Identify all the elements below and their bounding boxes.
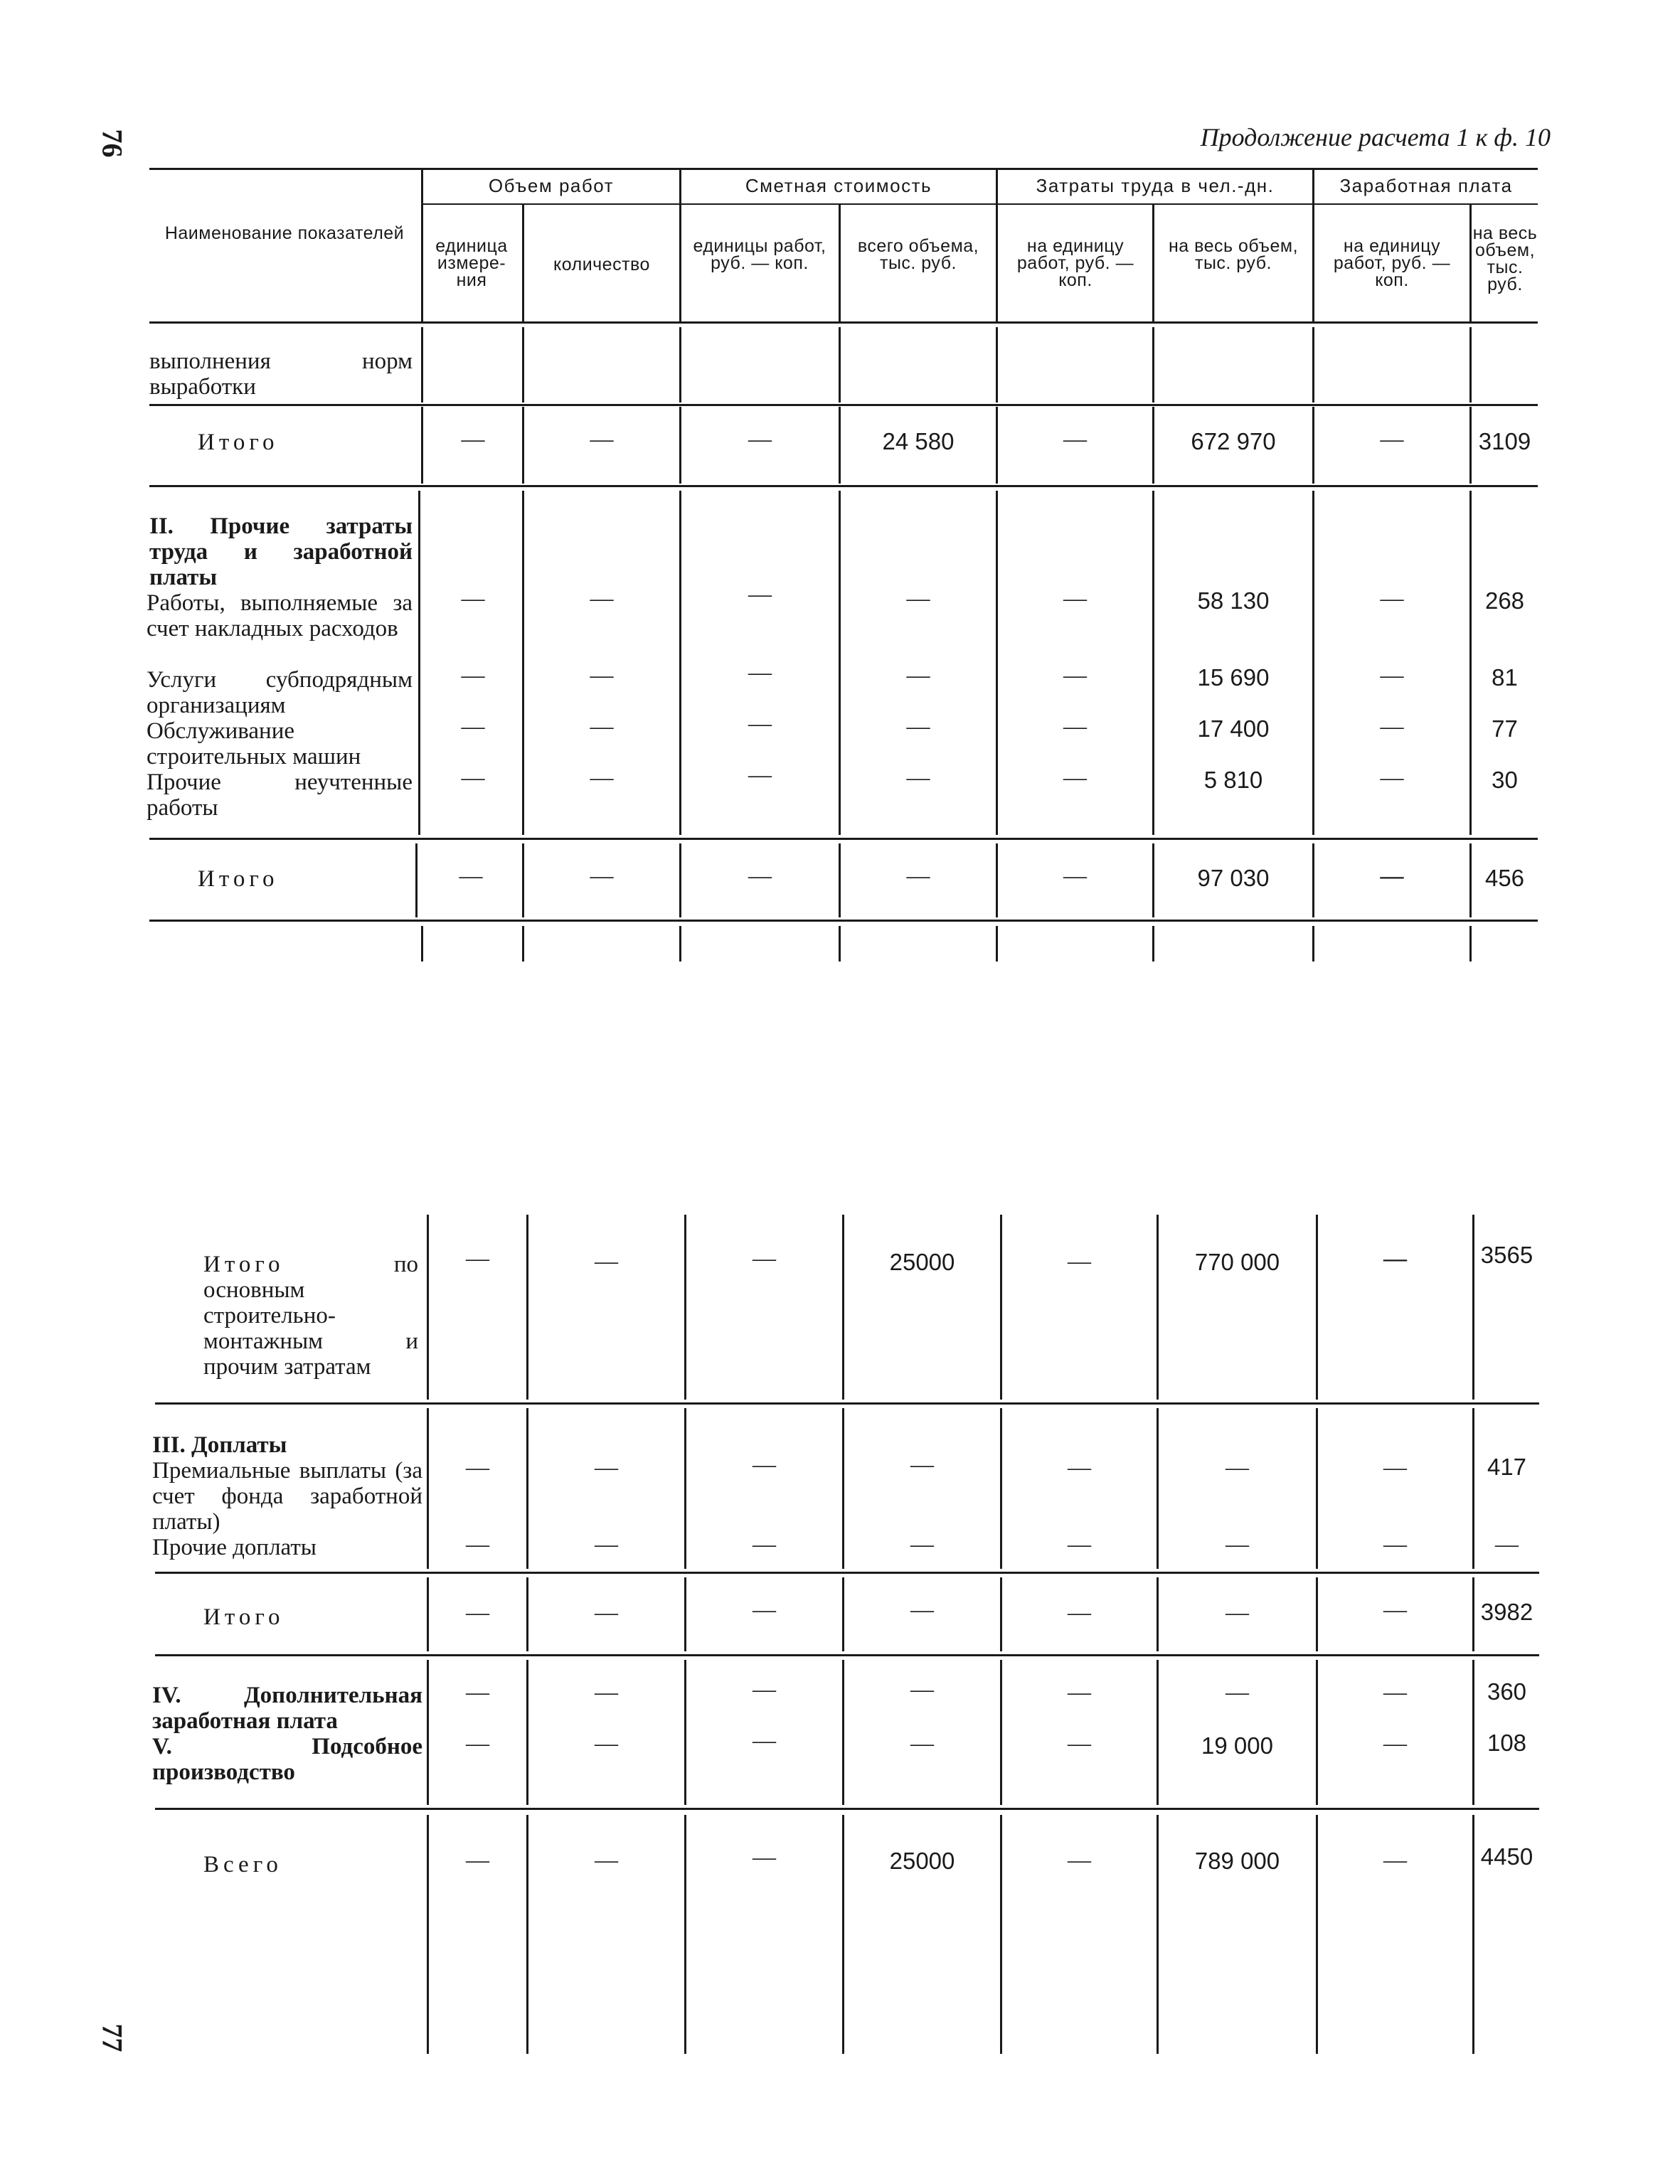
cell-dash: —: [906, 863, 930, 889]
row-name: Услуги субподрядным организациям: [147, 667, 413, 718]
cell-labor-total: 17 400: [1197, 715, 1270, 742]
cell-dash: —: [1383, 1731, 1407, 1757]
cell-dash: —: [461, 714, 485, 740]
row-total-name: [203, 1252, 418, 1380]
row-name: Обслуживание строительных машин: [147, 718, 361, 769]
cell-dash: —: [1380, 586, 1404, 612]
header-col-labor-total: на весь объем, тыс. руб.: [1168, 236, 1299, 273]
cell-dash: —: [748, 427, 772, 452]
cell-dash: —: [590, 765, 614, 791]
row-total-name: Итого: [203, 1604, 285, 1630]
cell-dash: —: [1383, 1532, 1407, 1557]
header-group-labor: Затраты труда в чел.-дн.: [1036, 175, 1275, 196]
section-title: IV. Дополнительная заработная плата: [152, 1683, 422, 1734]
cell-dash: —: [1068, 1680, 1091, 1705]
cell-dash: —: [1068, 1532, 1091, 1557]
row-name: выполнения норм выработки: [149, 348, 413, 400]
cell-dash: —: [906, 765, 930, 791]
header-col-cost-unit: единицы работ, руб. — коп.: [693, 236, 826, 273]
cell-dash: —: [753, 1677, 776, 1703]
cell-dash: —: [753, 1845, 776, 1870]
cell-wage-total: 81: [1492, 664, 1518, 691]
cell-labor-total: 19 000: [1201, 1732, 1273, 1759]
header-col-wage-total: на весь объем, тыс. руб.: [1472, 223, 1538, 294]
cell-dash: —: [595, 1532, 618, 1557]
cell-dash: —: [466, 1246, 489, 1272]
cell-cost-total: 25000: [889, 1848, 955, 1874]
cell-dash: —: [753, 1597, 776, 1623]
cell-dash: —: [590, 586, 614, 612]
section-title: III. Доплаты: [152, 1432, 287, 1458]
cell-dash: —: [1068, 1455, 1091, 1481]
cell-dash: —: [1063, 586, 1087, 612]
row-name: Работы, выполняемые за счет накладных расходов: [147, 590, 413, 641]
cell-dash: —: [595, 1680, 618, 1705]
cell-wage-total: 417: [1487, 1454, 1527, 1480]
cell-wage-total: 360: [1487, 1678, 1527, 1705]
cell-dash: —: [595, 1731, 618, 1757]
cell-wage-total: 4450: [1480, 1843, 1533, 1870]
cell-dash: —: [590, 663, 614, 688]
cell-dash: —: [590, 427, 614, 452]
cell-dash: —: [1383, 1848, 1407, 1873]
cell-dash: —: [910, 1452, 934, 1478]
cell-dash: —: [1226, 1532, 1249, 1557]
cell-dash: —: [1383, 1455, 1407, 1481]
header-group-cost: Сметная стоимость: [745, 175, 932, 196]
row-name: Прочие доплаты: [152, 1535, 317, 1560]
cell-dash: —: [1383, 1597, 1407, 1623]
cell-dash: —: [1383, 1680, 1407, 1705]
cell-dash: —: [910, 1597, 934, 1623]
cell-dash: —: [466, 1600, 489, 1626]
header-col-unit: единица измере- ния: [435, 236, 508, 290]
cell-dash: —: [1380, 714, 1404, 740]
cell-wage-total: 77: [1492, 715, 1518, 742]
cell-dash: —: [1380, 663, 1404, 688]
cell-dash: —: [910, 1731, 934, 1757]
header-col-wage-unit: на единицу работ, руб. — коп.: [1333, 236, 1451, 290]
cell-dash: —: [1063, 714, 1087, 740]
cell-cost-total: 25000: [889, 1249, 955, 1275]
cell-wage-total: 3109: [1478, 428, 1531, 454]
cell-dash: —: [1495, 1532, 1519, 1557]
cell-dash: —: [461, 765, 485, 791]
cell-dash: —: [1226, 1680, 1249, 1705]
cell-labor-total: 5 810: [1203, 767, 1263, 793]
row-name: Премиальные выплаты (за счет фонда заработной платы): [152, 1458, 422, 1535]
cell-dash: —: [590, 714, 614, 740]
cell-dash: —: [595, 1600, 618, 1626]
cell-dash: —: [910, 1532, 934, 1557]
cell-dash: —: [1068, 1249, 1091, 1274]
row-total-name: Всего: [203, 1852, 282, 1877]
cell-dash: —: [906, 586, 930, 612]
cell-labor-total: 770 000: [1194, 1249, 1280, 1275]
cell-labor-total: 15 690: [1197, 664, 1270, 691]
cell-wage-total: 30: [1492, 767, 1518, 793]
cell-dash: —: [748, 582, 772, 607]
cell-dash: —: [590, 863, 614, 889]
cell-dash: —: [906, 714, 930, 740]
cell-dash: —: [1383, 1246, 1407, 1272]
cell-dash: —: [595, 1249, 618, 1274]
cell-wage-total: 456: [1484, 865, 1525, 891]
cell-dash: —: [748, 863, 772, 889]
cell-dash: —: [461, 663, 485, 688]
cell-labor-total: 789 000: [1194, 1848, 1280, 1874]
section-title: V. Подсобное производство: [152, 1734, 422, 1785]
row-total-name: Итого: [198, 430, 279, 455]
cell-dash: —: [1380, 765, 1404, 791]
cell-dash: —: [753, 1452, 776, 1478]
cell-wage-total: 108: [1487, 1730, 1527, 1756]
cell-wage-total: 3565: [1480, 1242, 1533, 1268]
cell-dash: —: [1068, 1600, 1091, 1626]
total-label: Итого: [203, 1252, 285, 1277]
cell-dash: —: [595, 1455, 618, 1481]
cell-dash: —: [748, 660, 772, 686]
header-col-qty: количество: [553, 255, 650, 275]
cell-dash: —: [1063, 765, 1087, 791]
cell-cost-total: 24 580: [882, 428, 955, 454]
cell-wage-total: 268: [1484, 587, 1525, 614]
cell-dash: —: [1068, 1731, 1091, 1757]
header-col-labor-unit: на единицу работ, руб. — коп.: [1016, 236, 1134, 290]
header-name-col: Наименование показателей: [164, 223, 405, 243]
page-number-bottom: 77: [96, 2023, 129, 2052]
header-group-wage: Заработная плата: [1339, 175, 1513, 196]
cell-dash: —: [1226, 1600, 1249, 1626]
cell-dash: —: [466, 1455, 489, 1481]
header-col-cost-total: всего объема, тыс. руб.: [857, 236, 979, 273]
cell-dash: —: [466, 1848, 489, 1873]
page-number-top: 76: [96, 129, 129, 158]
cell-dash: —: [753, 1728, 776, 1754]
cell-dash: —: [753, 1246, 776, 1272]
cell-labor-total: 97 030: [1197, 865, 1270, 891]
header-group-volume: Объем работ: [488, 175, 615, 196]
cell-dash: —: [1063, 427, 1087, 452]
cell-dash: —: [466, 1731, 489, 1757]
cell-dash: —: [1226, 1455, 1249, 1481]
cell-dash: —: [595, 1848, 618, 1873]
cell-dash: —: [753, 1532, 776, 1557]
cell-dash: —: [1380, 427, 1404, 452]
cell-dash: —: [910, 1677, 934, 1703]
cell-dash: —: [459, 863, 483, 889]
continuation-title: Продолжение расчета 1 к ф. 10: [1200, 123, 1551, 151]
cell-dash: —: [461, 586, 485, 612]
cell-dash: —: [1063, 863, 1087, 889]
row-total-name: Итого: [198, 866, 279, 892]
cell-dash: —: [748, 711, 772, 737]
cell-dash: —: [1068, 1848, 1091, 1873]
cell-labor-total: 672 970: [1191, 428, 1276, 454]
cell-dash: —: [466, 1532, 489, 1557]
cell-dash: —: [906, 663, 930, 688]
cell-dash: —: [461, 427, 485, 452]
cell-dash: —: [1380, 863, 1404, 889]
total-label-suffix: по основным строительно-монтажным и прочим затратам: [203, 1252, 418, 1380]
cell-dash: —: [1063, 663, 1087, 688]
cell-dash: —: [466, 1680, 489, 1705]
cell-labor-total: 58 130: [1197, 587, 1270, 614]
section-title: II. Прочие затраты труда и заработной платы: [149, 513, 413, 590]
cell-wage-total: 3982: [1480, 1599, 1533, 1625]
cell-dash: —: [748, 762, 772, 788]
row-name: Прочие неучтенные работы: [147, 769, 413, 821]
